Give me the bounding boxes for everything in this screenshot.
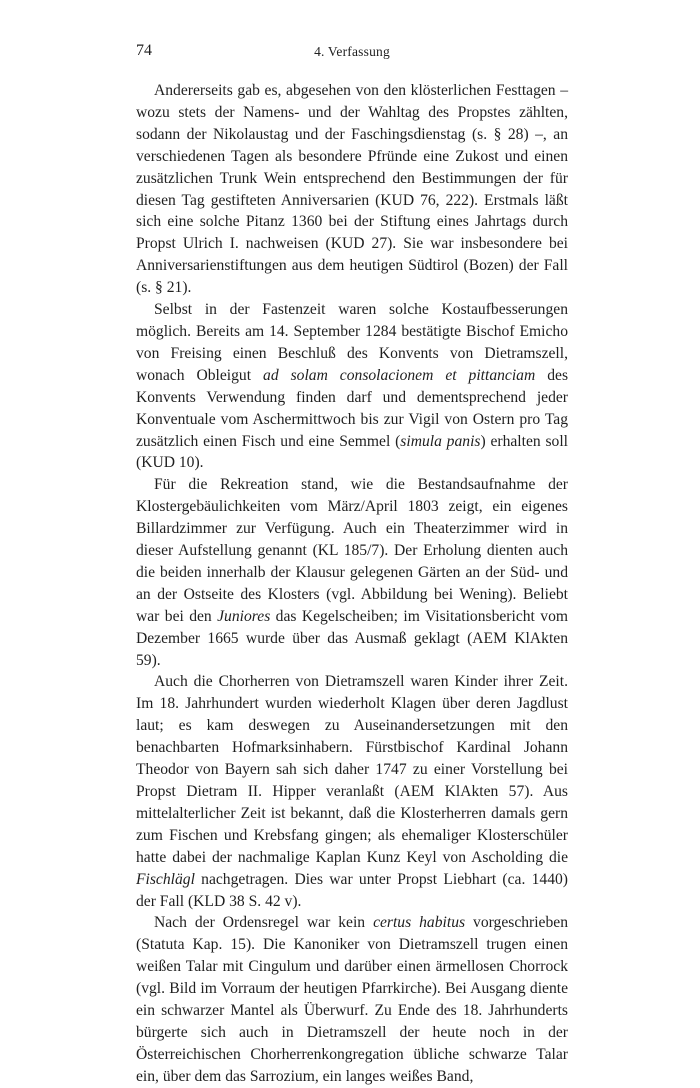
text-run: Andererseits gab es, abgesehen von den klösterlichen Festtagen – wozu stets der Namens- und der Wahltag des Propstes zählten, sodann der Nikolaustag und der Faschingsdienstag (s. § 28) –, an verschiedenen Tagen als besondere Pfründe eine Zukost und einen zusätzlichen Trunk Wein entsprechend den Bestimmungen der für diesen Tag gestifteten Anniversarien (KUD 76, 222). Erstmals läßt sich eine solche Pitanz 1360 bei der Stiftung eines Jahrtags durch Propst Ulrich I. nachweisen (KUD 27). Sie war insbesondere bei Anniversarienstiftungen aus dem heutigen Südtirol (Bozen) der Fall (s. § 21). xyxy=(136,82,568,297)
running-title: 4. Verfassung xyxy=(314,44,390,59)
latin-phrase: certus habitus xyxy=(373,914,466,932)
text-run: Nach der Ordensregel war kein xyxy=(154,914,374,932)
page-number: 74 xyxy=(136,42,152,59)
italic-term: Fischlägl xyxy=(136,870,195,888)
text-run: ) erhalten soll (KUD 10). xyxy=(136,432,568,472)
text-run: nachgetragen. Dies war unter Propst Liebhart (ca. 1440) der Fall (KLD 38 S. 42 v). xyxy=(136,870,568,910)
text-run: des Konvents Verwendung finden darf und dementsprechend jeder Konventuale vom Aschermittwoch bis zur Vigil von Ostern pro Tag zusätzlich einen Fisch und eine Semmel ( xyxy=(136,366,569,450)
paragraph-4 xyxy=(136,671,568,912)
text-run: das Kegelscheiben; im Visitationsbericht vom Dezember 1665 wurde über das Ausmaß geklagt (AEM KlAkten 59). xyxy=(136,607,568,669)
latin-phrase: Juniores xyxy=(217,607,271,625)
body-text xyxy=(136,80,568,1088)
text-run: Für die Rekreation stand, wie die Bestandsaufnahme der Klostergebäulichkeiten vom März/April 1803 zeigt, ein eigenes Billardzimmer zur Verfügung. Auch ein Theaterzimmer wird in dieser Aufstellung genannt (KL 185/7). Der Erholung dienten auch die beiden innerhalb der Klausur gelegenen Gärten an der Süd- und an der Ostseite des Klosters (vgl. Abbildung bei Wening). Beliebt war bei den xyxy=(136,476,568,625)
paragraph-1 xyxy=(136,80,568,299)
paragraph-5 xyxy=(136,912,568,1087)
text-run: Selbst in der Fastenzeit waren solche Kostaufbesserungen möglich. Bereits am 14. September 1284 bestätigte Bischof Emicho von Freising einen Beschluß des Konvents von Dietramszell, wonach Obleigut xyxy=(136,301,568,384)
text-run: Auch die Chorherren von Dietramszell waren Kinder ihrer Zeit. Im 18. Jahrhundert wurden wiederholt Klagen über deren Jagdlust laut; es kam deswegen zu Auseinandersetzungen mit den benachbarten Hofmarksinhabern. Fürstbischof Kardinal Johann Theodor von Bayern sah sich daher 1747 zu einer Vorstellung bei Propst Dietram II. Hipper veranlaßt (AEM KlAkten 57). Aus mittelalterlicher Zeit ist bekannt, daß die Klosterherren damals gern zum Fischen und Krebsfang gingen; als ehemaliger Klosterschüler hatte dabei der nachmalige Kaplan Kunz Keyl von Ascholding die xyxy=(136,673,568,866)
paragraph-2 xyxy=(136,299,568,474)
text-run: vorgeschrieben (Statuta Kap. 15). Die Kanoniker von Dietramszell trugen einen weißen Talar mit Cingulum und darüber einen ärmellosen Chorrock (vgl. Bild im Vorraum der heutigen Pfarrkirche). Bei Ausgang diente ein schwarzer Mantel als Überwurf. Zu Ende des 18. Jahrhunderts bürgerte sich auch in Dietramszell der heute noch in der Österreichischen Chorherrenkongregation übliche schwarze Talar ein, über dem das Sarrozium, ein langes weißes Band, xyxy=(136,914,568,1085)
latin-phrase: simula panis xyxy=(400,432,481,450)
latin-phrase: ad solam consolacionem et pittanciam xyxy=(263,366,536,384)
page-header xyxy=(136,42,568,66)
paragraph-3 xyxy=(136,474,568,671)
